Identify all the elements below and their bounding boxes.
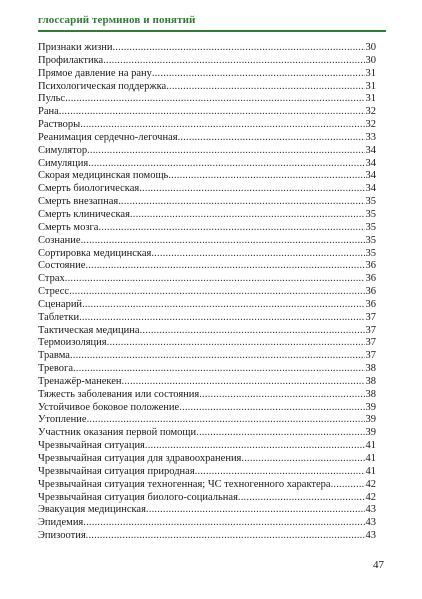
index-page-ref: 35 bbox=[365, 208, 376, 220]
index-term: Симуляция bbox=[38, 157, 89, 169]
index-page-ref: 37 bbox=[365, 337, 376, 349]
dot-leader bbox=[81, 235, 365, 248]
index-page-ref: 32 bbox=[365, 119, 376, 131]
index-page-ref: 42 bbox=[365, 478, 376, 490]
index-term: Признаки жизни bbox=[38, 42, 113, 53]
dot-leader bbox=[122, 376, 365, 389]
page-number: 47 bbox=[373, 559, 384, 571]
index-entry[interactable] bbox=[38, 466, 376, 479]
index-entry[interactable] bbox=[38, 196, 376, 209]
index-entry[interactable] bbox=[38, 145, 376, 158]
index-page-ref: 39 bbox=[365, 401, 376, 413]
dot-leader bbox=[168, 170, 364, 183]
index-term: Смерть мозга bbox=[38, 221, 99, 233]
dot-leader bbox=[196, 427, 364, 440]
index-term: Психологическая поддержка bbox=[38, 80, 167, 92]
index-entry[interactable] bbox=[38, 42, 376, 55]
section-title: глоссарий терминов и понятий bbox=[38, 14, 196, 26]
index-term: Сценарий bbox=[38, 298, 83, 310]
index-entry[interactable] bbox=[38, 337, 376, 350]
index-term: Скорая медицинская помощь bbox=[38, 170, 169, 182]
dot-leader bbox=[199, 389, 364, 402]
index-entry[interactable] bbox=[38, 402, 376, 415]
index-entry[interactable] bbox=[38, 350, 376, 363]
index-page-ref: 38 bbox=[365, 375, 376, 387]
dot-leader bbox=[331, 479, 365, 492]
index-entry[interactable] bbox=[38, 222, 376, 235]
index-page-ref: 37 bbox=[365, 311, 376, 323]
index-entry[interactable] bbox=[38, 286, 376, 299]
index-entry[interactable] bbox=[38, 492, 376, 505]
index-term: Участник оказания первой помощи bbox=[38, 427, 197, 439]
index-page-ref: 42 bbox=[365, 491, 376, 503]
index-page-ref: 34 bbox=[365, 144, 376, 156]
dot-leader bbox=[87, 414, 365, 427]
index-page-ref: 35 bbox=[365, 196, 376, 208]
index-entry[interactable] bbox=[38, 93, 376, 106]
index-entry[interactable] bbox=[38, 414, 376, 427]
index-entry[interactable] bbox=[38, 312, 376, 325]
dot-leader bbox=[151, 248, 364, 261]
index-term: Смерть внезапная bbox=[38, 196, 119, 208]
index-page-ref: 32 bbox=[365, 106, 376, 118]
dot-leader bbox=[69, 286, 364, 299]
index-page-ref: 37 bbox=[365, 350, 376, 362]
index-entry[interactable] bbox=[38, 440, 376, 453]
index-term: Чрезвычайная ситуация для здравоохранения bbox=[38, 453, 242, 464]
index-term: Тяжесть заболевания или состояния bbox=[38, 388, 200, 400]
dot-leader bbox=[178, 132, 365, 145]
dot-leader bbox=[238, 492, 365, 505]
dot-leader bbox=[152, 68, 365, 81]
index-page-ref: 30 bbox=[365, 42, 376, 53]
index-page-ref: 33 bbox=[365, 131, 376, 143]
index-entry[interactable] bbox=[38, 55, 376, 68]
dot-leader bbox=[195, 466, 365, 479]
dot-leader bbox=[86, 530, 365, 543]
dot-leader bbox=[85, 260, 364, 273]
index-entry[interactable] bbox=[38, 273, 376, 286]
index-term: Утопление bbox=[38, 414, 87, 426]
index-page-ref: 35 bbox=[365, 234, 376, 246]
index-term: Пульс bbox=[38, 93, 66, 105]
index-page-ref: 43 bbox=[365, 517, 376, 529]
dot-leader bbox=[73, 363, 364, 376]
index-term: Эвакуация медицинская bbox=[38, 504, 146, 516]
index-page-ref: 41 bbox=[365, 465, 376, 477]
dot-leader bbox=[59, 106, 365, 119]
index-entry[interactable] bbox=[38, 170, 376, 183]
index-entry[interactable] bbox=[38, 299, 376, 312]
index-term: Эпизоотия bbox=[38, 530, 86, 542]
index-term: Тревога bbox=[38, 363, 74, 375]
index-page-ref: 36 bbox=[365, 273, 376, 285]
index-term: Профилактика bbox=[38, 54, 104, 66]
index-term: Тренажёр-манекен bbox=[38, 375, 122, 387]
dot-leader bbox=[83, 517, 364, 530]
index-entry[interactable] bbox=[38, 260, 376, 273]
index-page-ref: 39 bbox=[365, 427, 376, 439]
index-entry[interactable] bbox=[38, 453, 376, 466]
index-page-ref: 41 bbox=[365, 440, 376, 452]
index-term: Устойчивое боковое положение bbox=[38, 401, 180, 413]
index-term: Реанимация сердечно-легочная bbox=[38, 131, 178, 143]
index-entry[interactable] bbox=[38, 376, 376, 389]
glossary-index bbox=[38, 42, 376, 543]
index-entry[interactable] bbox=[38, 504, 376, 517]
dot-leader bbox=[65, 93, 364, 106]
index-term: Страх bbox=[38, 273, 65, 285]
index-entry[interactable] bbox=[38, 427, 376, 440]
dot-leader bbox=[103, 55, 364, 68]
index-entry[interactable] bbox=[38, 183, 376, 196]
index-term: Стресс bbox=[38, 286, 70, 298]
index-entry[interactable] bbox=[38, 106, 376, 119]
index-page-ref: 37 bbox=[365, 324, 376, 336]
index-page-ref: 38 bbox=[365, 388, 376, 400]
index-term: Травма bbox=[38, 350, 70, 362]
dot-leader bbox=[146, 504, 365, 517]
index-term: Таблетки bbox=[38, 311, 80, 323]
dot-leader bbox=[179, 402, 364, 415]
dot-leader bbox=[88, 158, 364, 171]
dot-leader bbox=[139, 183, 364, 196]
index-entry[interactable] bbox=[38, 119, 376, 132]
index-page-ref: 31 bbox=[365, 67, 376, 79]
index-page-ref: 43 bbox=[365, 530, 376, 542]
dot-leader bbox=[140, 325, 365, 338]
dot-leader bbox=[241, 453, 364, 466]
index-entry[interactable] bbox=[38, 389, 376, 402]
dot-leader bbox=[118, 196, 364, 209]
index-page-ref: 43 bbox=[365, 504, 376, 516]
index-entry[interactable] bbox=[38, 132, 376, 145]
index-term: Сознание bbox=[38, 234, 81, 246]
index-term: Рана bbox=[38, 106, 59, 118]
index-term: Чрезвычайная ситуация техногенная; ЧС техногенного характера bbox=[38, 478, 331, 490]
index-term: Сортировка медицинская bbox=[38, 247, 152, 259]
dot-leader bbox=[70, 350, 365, 363]
running-header bbox=[38, 14, 386, 32]
index-term: Состояние bbox=[38, 260, 86, 272]
index-term: Растворы bbox=[38, 119, 81, 131]
dot-leader bbox=[145, 440, 365, 453]
index-page-ref: 34 bbox=[365, 157, 376, 169]
dot-leader bbox=[87, 145, 364, 158]
index-term: Смерть биологическая bbox=[38, 183, 140, 195]
index-entry[interactable] bbox=[38, 479, 376, 492]
dot-leader bbox=[65, 273, 365, 286]
dot-leader bbox=[80, 119, 364, 132]
index-entry[interactable] bbox=[38, 68, 376, 81]
index-entry[interactable] bbox=[38, 325, 376, 338]
index-term: Тактическая медицина bbox=[38, 324, 140, 336]
index-page-ref: 38 bbox=[365, 363, 376, 375]
index-term: Смерть клиническая bbox=[38, 208, 130, 220]
dot-leader bbox=[107, 337, 365, 350]
index-entry[interactable] bbox=[38, 248, 376, 261]
index-term: Чрезвычайная ситуация природная bbox=[38, 465, 195, 477]
index-entry[interactable] bbox=[38, 363, 376, 376]
index-page-ref: 39 bbox=[365, 414, 376, 426]
index-page-ref: 36 bbox=[365, 260, 376, 272]
index-page-ref: 34 bbox=[365, 170, 376, 182]
index-entry[interactable] bbox=[38, 235, 376, 248]
index-page-ref: 35 bbox=[365, 221, 376, 233]
dot-leader bbox=[130, 209, 365, 222]
index-page-ref: 35 bbox=[365, 247, 376, 259]
index-term: Чрезвычайная ситуация bbox=[38, 440, 145, 452]
index-page-ref: 41 bbox=[365, 453, 376, 464]
index-entry[interactable] bbox=[38, 517, 376, 530]
dot-leader bbox=[98, 222, 364, 235]
index-entry[interactable] bbox=[38, 81, 376, 94]
dot-leader bbox=[112, 42, 364, 55]
dot-leader bbox=[166, 81, 364, 94]
index-term: Прямое давление на рану bbox=[38, 67, 152, 79]
index-page-ref: 30 bbox=[365, 54, 376, 66]
index-term: Эпидемия bbox=[38, 517, 84, 529]
index-page-ref: 36 bbox=[365, 298, 376, 310]
index-term: Симулятор bbox=[38, 144, 88, 156]
index-entry[interactable] bbox=[38, 158, 376, 171]
index-page-ref: 34 bbox=[365, 183, 376, 195]
index-page-ref: 36 bbox=[365, 286, 376, 298]
dot-leader bbox=[79, 312, 364, 325]
index-entry[interactable] bbox=[38, 530, 376, 543]
index-term: Термоизоляция bbox=[38, 337, 107, 349]
index-page-ref: 31 bbox=[365, 80, 376, 92]
index-page-ref: 31 bbox=[365, 93, 376, 105]
header-divider bbox=[38, 30, 386, 32]
index-term: Чрезвычайная ситуация биолого-социальная bbox=[38, 491, 238, 503]
index-entry[interactable] bbox=[38, 209, 376, 222]
dot-leader bbox=[82, 299, 364, 312]
